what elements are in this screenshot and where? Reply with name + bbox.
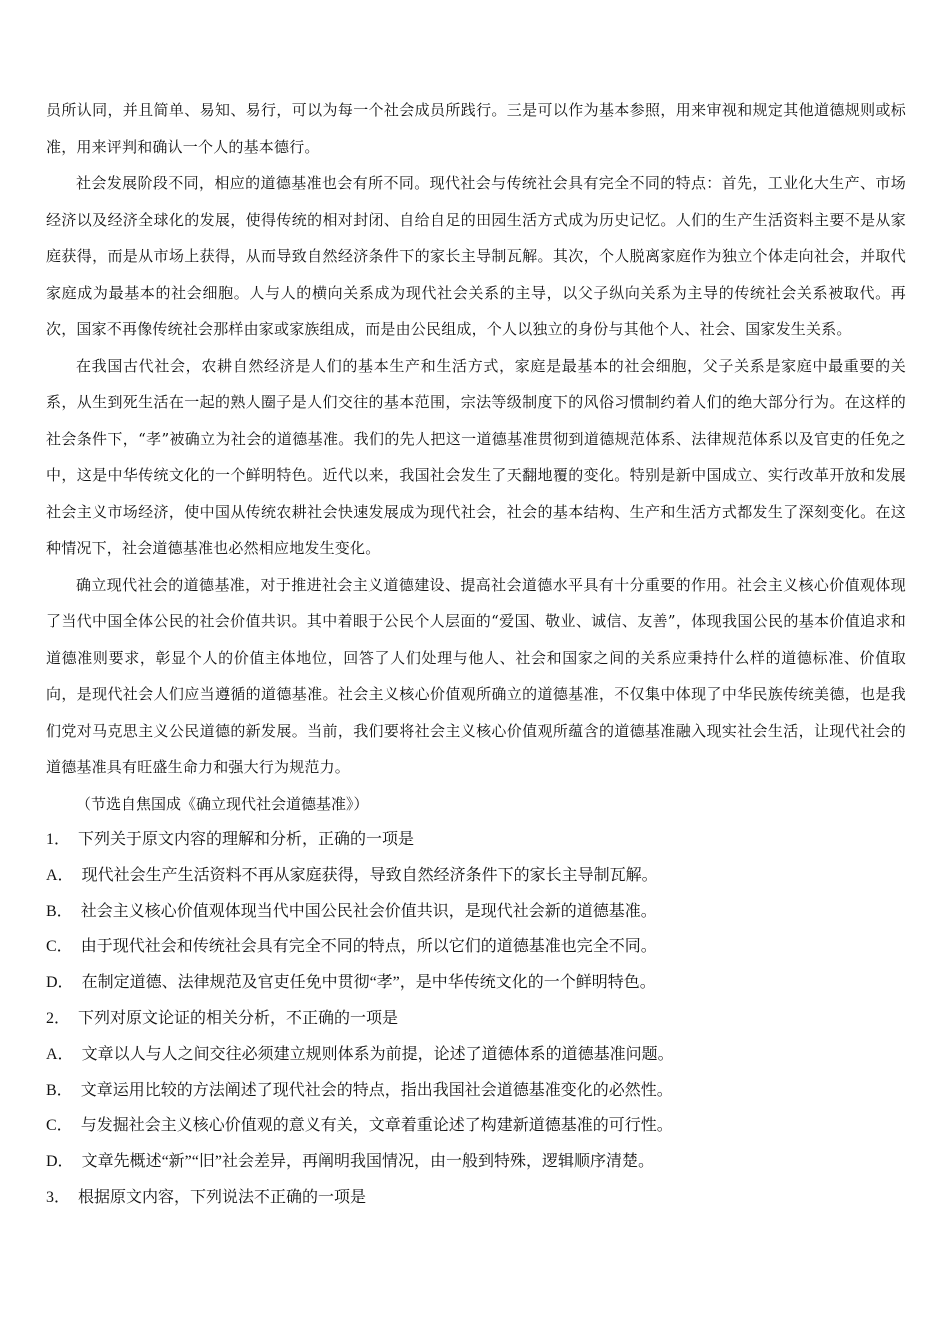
option-text: 由于现代社会和传统社会具有完全不同的特点，所以它们的道德基准也完全不同。 [80, 938, 657, 956]
question-number: 2． [46, 1009, 71, 1027]
option-label: C． [46, 1117, 73, 1135]
question-1 [46, 822, 906, 1001]
option-b [46, 1073, 906, 1109]
option-label: A． [46, 1045, 74, 1063]
article-paragraph-3: 在我国古代社会，农耕自然经济是人们的基本生产和生活方式，家庭是最基本的社会细胞，父子关系是家庭中最重要的关系，从生到死生活在一起的熟人圈子是人们交往的基本范围，宗法等级制度下的风俗习惯制约着人们的绝大部分行为。在这样的社会条件下，“孝”被确立为社会的道德基准。我们的先人把这一道德基准贯彻到道德规范体系、法律规范体系以及官吏的任免之中，这是中华传统文化的一个鲜明特色。近代以来，我国社会发生了天翻地覆的变化。特别是新中国成立、实行改革开放和发展社会主义市场经济，使中国从传统农耕社会快速发展成为现代社会，社会的基本结构、生产和生活方式都发生了深刻变化。在这种情况下，社会道德基准也必然相应地发生变化。 [46, 356, 906, 557]
option-text: 在制定道德、法律规范及官吏任免中贯彻“孝”，是中华传统文化的一个鲜明特色。 [81, 974, 656, 992]
option-text: 现代社会生产生活资料不再从家庭获得，导致自然经济条件下的家长主导制瓦解。 [81, 866, 658, 884]
option-d [46, 965, 906, 1001]
option-label: B． [46, 1081, 73, 1099]
question-stem [46, 822, 906, 858]
option-a [46, 858, 906, 894]
option-a [46, 1037, 906, 1073]
option-b [46, 894, 906, 930]
option-text: 文章先概述“新”“旧”社会差异，再阐明我国情况，由一般到特殊，逻辑顺序清楚。 [81, 1153, 654, 1171]
article-paragraph-1: 员所认同，并且简单、易知、易行，可以为每一个社会成员所践行。三是可以作为基本参照，用来审视和规定其他道德规则或标准，用来评判和确认一个人的基本德行。 [46, 101, 906, 156]
option-label: D． [46, 1153, 74, 1171]
option-label: D． [46, 974, 74, 992]
document-page [46, 92, 906, 1216]
question-2 [46, 1001, 906, 1180]
option-text: 社会主义核心价值观体现当代中国公民社会价值共识，是现代社会新的道德基准。 [80, 902, 657, 920]
article-body [46, 92, 906, 822]
option-text: 文章运用比较的方法阐述了现代社会的特点，指出我国社会道德基准变化的必然性。 [80, 1081, 673, 1099]
option-c [46, 1108, 906, 1144]
question-number: 3． [46, 1188, 71, 1206]
option-text: 文章以人与人之间交往必须建立规则体系为前提，论述了道德体系的道德基准问题。 [81, 1045, 674, 1063]
option-label: A． [46, 866, 74, 884]
option-label: B． [46, 902, 73, 920]
option-c [46, 929, 906, 965]
question-3 [46, 1180, 906, 1216]
article-paragraph-4: 确立现代社会的道德基准，对于推进社会主义道德建设、提高社会道德水平具有十分重要的作用。社会主义核心价值观体现了当代中国全体公民的社会价值共识。其中着眼于公民个人层面的“爱国、敬业、诚信、友善”，体现我国公民的基本价值追求和道德准则要求，彰显个人的价值主体地位，回答了人们处理与他人、社会和国家之间的关系应秉持什么样的道德标准、价值取向，是现代社会人们应当遵循的道德基准。社会主义核心价值观所确立的道德基准，不仅集中体现了中华民族传统美德，也是我们党对马克思主义公民道德的新发展。当前，我们要将社会主义核心价值观所蕴含的道德基准融入现实社会生活，让现代社会的道德基准具有旺盛生命力和强大行为规范力。 [46, 575, 906, 776]
question-number: 1． [46, 831, 71, 848]
question-text: 下列对原文论证的相关分析，不正确的一项是 [78, 1009, 399, 1027]
article-source: （节选自焦国成《确立现代社会道德基准》） [76, 794, 369, 813]
article-paragraph-2: 社会发展阶段不同，相应的道德基准也会有所不同。现代社会与传统社会具有完全不同的特点：首先，工业化大生产、市场经济以及经济全球化的发展，使得传统的相对封闭、自给自足的田园生活方式成为历史记忆。人们的生产生活资料主要不是从家庭获得，而是从市场上获得，从而导致自然经济条件下的家长主导制瓦解。其次，个人脱离家庭作为独立个体走向社会，并取代家庭成为最基本的社会细胞。人与人的横向关系成为现代社会关系的主导，以父子纵向关系为主导的传统社会关系被取代。再次，国家不再像传统社会那样由家或家族组成，而是由公民组成，个人以独立的身份与其他个人、社会、国家发生关系。 [46, 174, 906, 338]
question-text: 下列关于原文内容的理解和分析，正确的一项是 [78, 831, 415, 848]
option-label: C． [46, 938, 73, 956]
question-stem [46, 1180, 906, 1216]
option-text: 与发掘社会主义核心价值观的意义有关，文章着重论述了构建新道德基准的可行性。 [80, 1117, 673, 1135]
question-text: 根据原文内容，下列说法不正确的一项是 [78, 1188, 367, 1206]
question-stem [46, 1001, 906, 1037]
option-d [46, 1144, 906, 1180]
